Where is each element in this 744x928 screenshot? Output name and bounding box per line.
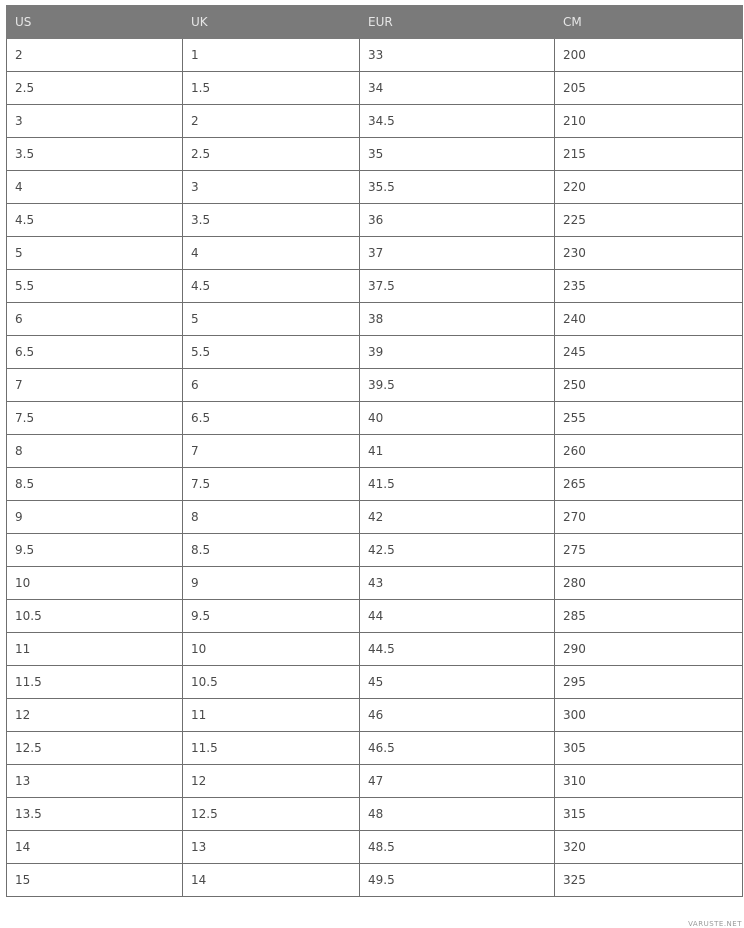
cell-us: 8	[7, 435, 183, 468]
cell-us: 12	[7, 699, 183, 732]
cell-cm: 265	[555, 468, 743, 501]
cell-us: 5.5	[7, 270, 183, 303]
cell-us: 14	[7, 831, 183, 864]
cell-eur: 37	[360, 237, 555, 270]
table-row	[7, 171, 743, 204]
header-us: US	[7, 6, 183, 39]
cell-us: 11	[7, 633, 183, 666]
cell-cm: 240	[555, 303, 743, 336]
cell-eur: 45	[360, 666, 555, 699]
cell-cm: 285	[555, 600, 743, 633]
cell-uk: 10.5	[183, 666, 360, 699]
cell-uk: 5	[183, 303, 360, 336]
table-row	[7, 501, 743, 534]
cell-uk: 12.5	[183, 798, 360, 831]
cell-eur: 34	[360, 72, 555, 105]
cell-uk: 9	[183, 567, 360, 600]
table-row	[7, 336, 743, 369]
table-row	[7, 138, 743, 171]
cell-us: 15	[7, 864, 183, 897]
cell-eur: 37.5	[360, 270, 555, 303]
cell-eur: 42	[360, 501, 555, 534]
cell-us: 5	[7, 237, 183, 270]
cell-us: 7	[7, 369, 183, 402]
cell-cm: 250	[555, 369, 743, 402]
cell-eur: 46	[360, 699, 555, 732]
cell-eur: 41.5	[360, 468, 555, 501]
cell-cm: 300	[555, 699, 743, 732]
header-row	[7, 6, 743, 39]
table-row	[7, 204, 743, 237]
table-row	[7, 732, 743, 765]
cell-uk: 7	[183, 435, 360, 468]
cell-uk: 6.5	[183, 402, 360, 435]
cell-us: 10	[7, 567, 183, 600]
cell-eur: 39.5	[360, 369, 555, 402]
cell-cm: 230	[555, 237, 743, 270]
cell-eur: 41	[360, 435, 555, 468]
cell-uk: 12	[183, 765, 360, 798]
cell-uk: 3	[183, 171, 360, 204]
cell-us: 6.5	[7, 336, 183, 369]
cell-cm: 310	[555, 765, 743, 798]
table-row	[7, 39, 743, 72]
cell-eur: 48	[360, 798, 555, 831]
table-row	[7, 600, 743, 633]
cell-uk: 8.5	[183, 534, 360, 567]
header-cm: CM	[555, 6, 743, 39]
cell-cm: 295	[555, 666, 743, 699]
cell-eur: 44	[360, 600, 555, 633]
cell-us: 10.5	[7, 600, 183, 633]
cell-cm: 205	[555, 72, 743, 105]
table-row	[7, 567, 743, 600]
cell-us: 13.5	[7, 798, 183, 831]
cell-eur: 49.5	[360, 864, 555, 897]
table-row	[7, 237, 743, 270]
cell-eur: 35.5	[360, 171, 555, 204]
cell-eur: 40	[360, 402, 555, 435]
cell-uk: 1.5	[183, 72, 360, 105]
table-row	[7, 435, 743, 468]
watermark-logo: VARUSTE.NET	[688, 920, 742, 928]
cell-uk: 1	[183, 39, 360, 72]
cell-cm: 210	[555, 105, 743, 138]
cell-cm: 245	[555, 336, 743, 369]
cell-us: 9.5	[7, 534, 183, 567]
cell-cm: 225	[555, 204, 743, 237]
size-chart-table	[6, 5, 743, 897]
table-header	[7, 6, 743, 39]
table-body	[7, 39, 743, 897]
table-row	[7, 765, 743, 798]
cell-eur: 33	[360, 39, 555, 72]
cell-eur: 38	[360, 303, 555, 336]
cell-cm: 305	[555, 732, 743, 765]
table-row	[7, 831, 743, 864]
cell-uk: 3.5	[183, 204, 360, 237]
cell-uk: 4	[183, 237, 360, 270]
table-row	[7, 270, 743, 303]
cell-uk: 9.5	[183, 600, 360, 633]
table-row	[7, 402, 743, 435]
cell-cm: 270	[555, 501, 743, 534]
cell-us: 11.5	[7, 666, 183, 699]
cell-us: 3.5	[7, 138, 183, 171]
cell-eur: 34.5	[360, 105, 555, 138]
table-row	[7, 369, 743, 402]
cell-us: 9	[7, 501, 183, 534]
cell-us: 4.5	[7, 204, 183, 237]
cell-us: 7.5	[7, 402, 183, 435]
cell-uk: 10	[183, 633, 360, 666]
cell-cm: 275	[555, 534, 743, 567]
table-row	[7, 864, 743, 897]
cell-uk: 2.5	[183, 138, 360, 171]
cell-us: 12.5	[7, 732, 183, 765]
cell-uk: 5.5	[183, 336, 360, 369]
header-eur: EUR	[360, 6, 555, 39]
cell-eur: 47	[360, 765, 555, 798]
table-row	[7, 534, 743, 567]
cell-uk: 8	[183, 501, 360, 534]
table-row	[7, 72, 743, 105]
cell-cm: 290	[555, 633, 743, 666]
cell-us: 3	[7, 105, 183, 138]
cell-us: 2	[7, 39, 183, 72]
cell-cm: 315	[555, 798, 743, 831]
cell-us: 2.5	[7, 72, 183, 105]
table-row	[7, 798, 743, 831]
cell-eur: 44.5	[360, 633, 555, 666]
cell-us: 8.5	[7, 468, 183, 501]
cell-cm: 280	[555, 567, 743, 600]
cell-uk: 14	[183, 864, 360, 897]
cell-cm: 200	[555, 39, 743, 72]
cell-uk: 4.5	[183, 270, 360, 303]
cell-uk: 2	[183, 105, 360, 138]
cell-uk: 11.5	[183, 732, 360, 765]
cell-cm: 235	[555, 270, 743, 303]
cell-cm: 255	[555, 402, 743, 435]
table-row	[7, 699, 743, 732]
table-row	[7, 105, 743, 138]
cell-eur: 39	[360, 336, 555, 369]
cell-eur: 36	[360, 204, 555, 237]
cell-cm: 325	[555, 864, 743, 897]
cell-uk: 7.5	[183, 468, 360, 501]
cell-cm: 320	[555, 831, 743, 864]
cell-us: 13	[7, 765, 183, 798]
table-row	[7, 303, 743, 336]
table-row	[7, 633, 743, 666]
cell-uk: 6	[183, 369, 360, 402]
header-uk: UK	[183, 6, 360, 39]
cell-eur: 46.5	[360, 732, 555, 765]
cell-cm: 260	[555, 435, 743, 468]
table-row	[7, 666, 743, 699]
cell-cm: 215	[555, 138, 743, 171]
cell-uk: 13	[183, 831, 360, 864]
cell-us: 6	[7, 303, 183, 336]
cell-eur: 35	[360, 138, 555, 171]
cell-cm: 220	[555, 171, 743, 204]
cell-eur: 48.5	[360, 831, 555, 864]
cell-eur: 43	[360, 567, 555, 600]
cell-eur: 42.5	[360, 534, 555, 567]
cell-us: 4	[7, 171, 183, 204]
cell-uk: 11	[183, 699, 360, 732]
table-row	[7, 468, 743, 501]
